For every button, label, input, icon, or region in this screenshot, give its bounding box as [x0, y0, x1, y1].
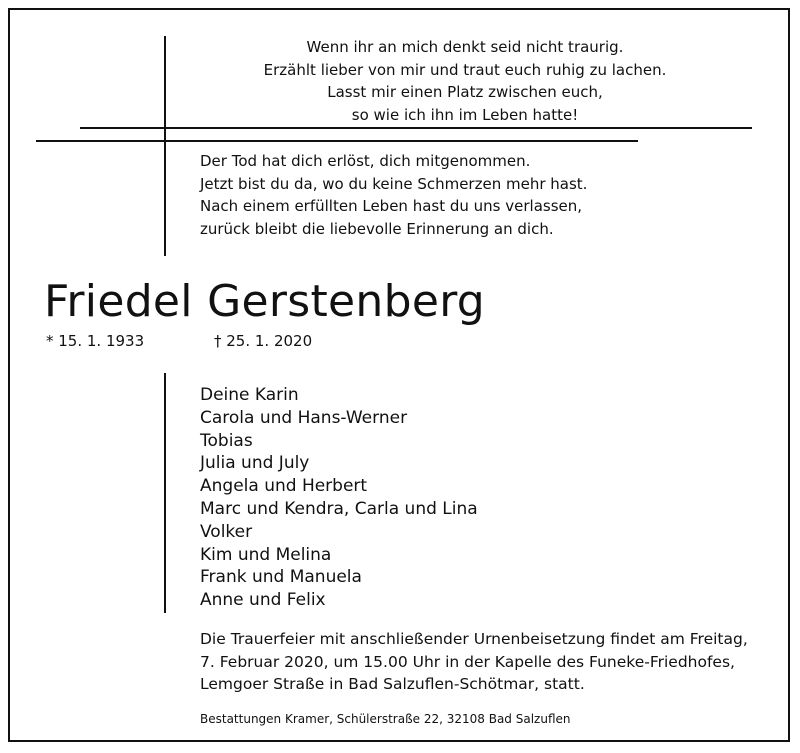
verse-line: Jetzt bist du da, wo du keine Schmerzen mehr hast.	[200, 174, 588, 193]
cross-vertical-line	[164, 36, 166, 256]
verse-line: Der Tod hat dich erlöst, dich mitgenommen.	[200, 152, 531, 170]
family-member: Kim und Melina	[200, 544, 332, 565]
poem-line: Wenn ihr an mich denkt seid nicht traurig.	[306, 38, 624, 56]
death-date: † 25. 1. 2020	[214, 332, 313, 350]
birth-date: * 15. 1. 1933	[46, 332, 145, 350]
undertaker-info: Bestattungen Kramer, Schülerstraße 22, 32108 Bad Salzuflen	[200, 712, 571, 726]
family-member: Carola und Hans-Werner	[200, 407, 408, 428]
family-divider-line	[164, 373, 166, 613]
deceased-name: Friedel Gerstenberg	[44, 276, 486, 327]
cross-horizontal-line-lower	[36, 140, 638, 142]
family-member: Deine Karin	[200, 385, 299, 405]
family-member: Angela und Herbert	[200, 476, 368, 497]
family-member: Frank und Manuela	[200, 567, 362, 588]
verse-line: Nach einem erfüllten Leben hast du uns verlassen,	[200, 197, 583, 215]
notice-line: Lemgoer Straße in Bad Salzuflen-Schötmar, statt.	[200, 675, 585, 693]
family-member: Volker	[200, 521, 253, 542]
family-list	[200, 384, 478, 612]
verse-block	[200, 150, 620, 240]
poem-line: Erzählt lieber von mir und traut euch ruhig zu lachen.	[263, 60, 667, 79]
family-member: Marc und Kendra, Carla und Lina	[200, 498, 478, 519]
poem-line: Lasst mir einen Platz zwischen euch,	[327, 83, 603, 101]
verse-line: zurück bleibt die liebevolle Erinnerung an dich.	[200, 219, 554, 238]
cross-horizontal-line-upper	[80, 127, 752, 129]
family-member: Julia und July	[200, 453, 310, 474]
family-member: Anne und Felix	[200, 590, 326, 611]
notice-line: 7. Februar 2020, um 15.00 Uhr in der Kapelle des Funeke-Friedhofes,	[200, 652, 735, 671]
family-member: Tobias	[200, 430, 253, 451]
funeral-notice	[200, 628, 780, 696]
poem-line: so wie ich ihn im Leben hatte!	[351, 105, 579, 124]
notice-line: Die Trauerfeier mit anschließender Urnenbeisetzung findet am Freitag,	[200, 630, 748, 648]
poem-block	[255, 36, 675, 126]
